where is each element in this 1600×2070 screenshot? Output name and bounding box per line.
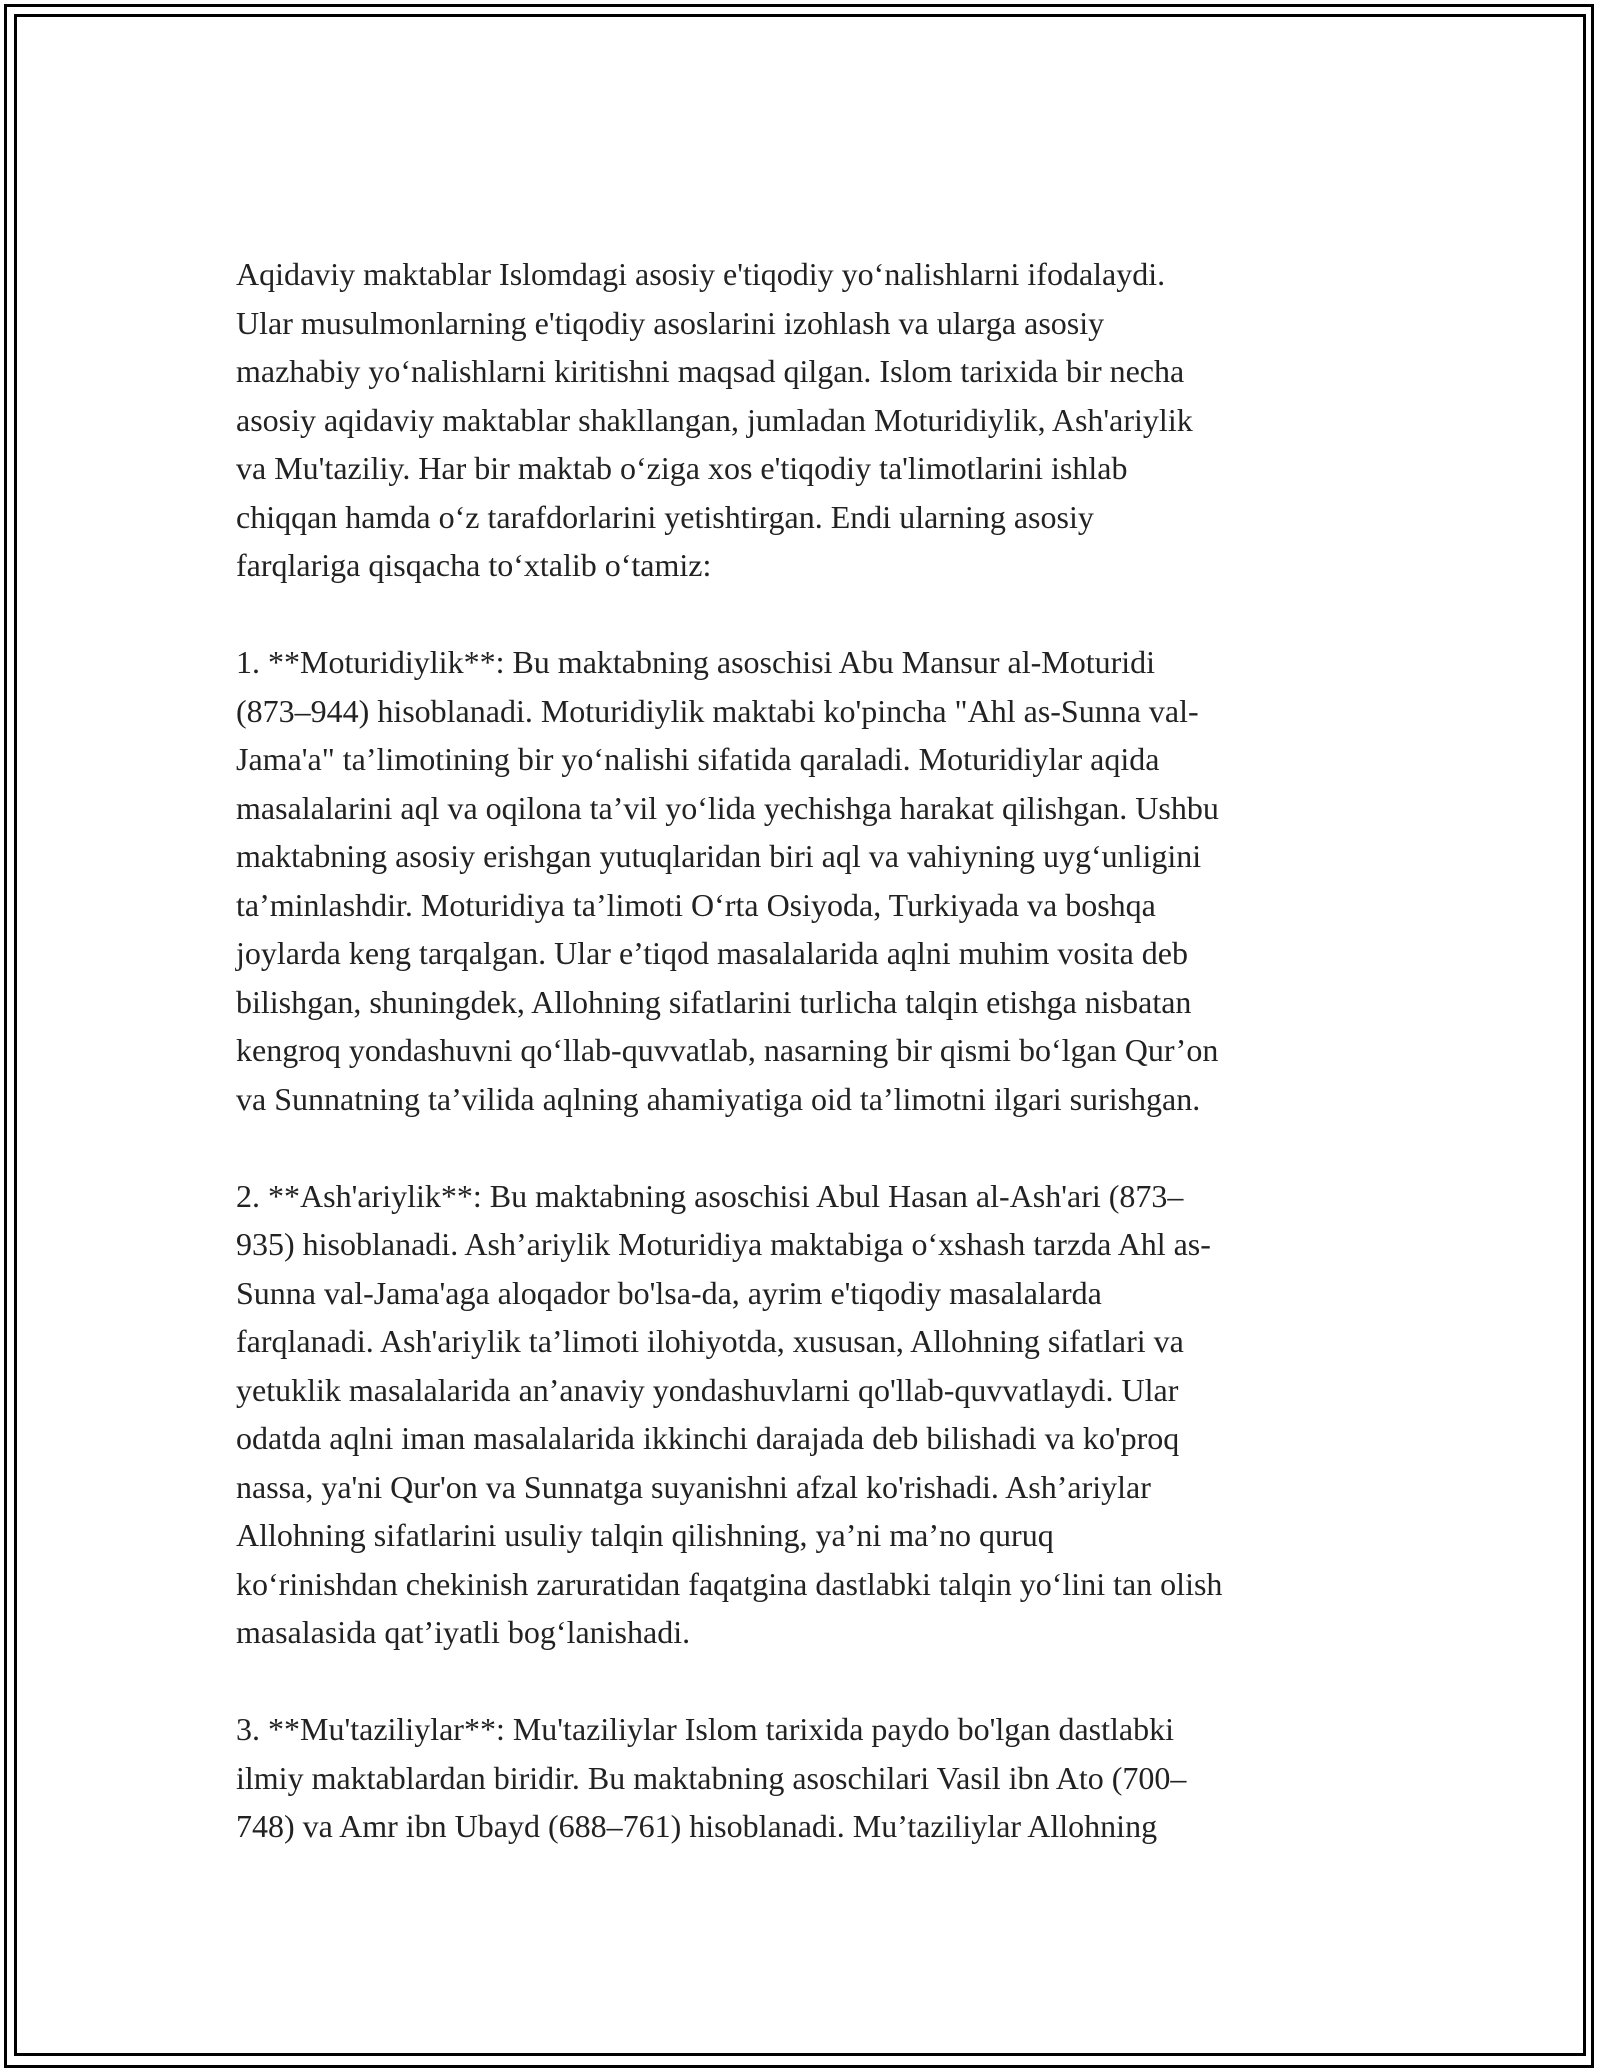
paragraph-1 (236, 250, 1386, 590)
text-line: yetuklik masalalarida an’anaviy yondashuvlarni qo'llab-quvvatlaydi. Ular (236, 1371, 1179, 1408)
text-line: maktabning asosiy erishgan yutuqlaridan biri aql va vahiyning uyg‘unligini (236, 838, 1202, 874)
text-line: nassa, ya'ni Qur'on va Sunnatga suyanishni afzal ko'rishadi. Ash’ariylar (236, 1468, 1151, 1505)
paragraph-3 (236, 1172, 1386, 1657)
text-line: Aqidaviy maktablar Islomdagi asosiy e'tiqodiy yo‘nalishlarni ifodalaydi. (236, 256, 1166, 292)
text-line: asosiy aqidaviy maktablar shakllangan, jumladan Moturidiylik, Ash'ariylik (236, 401, 1193, 438)
text-line: Jama'a" ta’limotining bir yo‘nalishi sifatida qaraladi. Moturidiylar aqida (236, 741, 1160, 777)
text-line: ko‘rinishdan chekinish zaruratidan faqatgina dastlabki talqin yo‘lini tan olish (236, 1565, 1223, 1602)
text-line: ta’minlashdir. Moturidiya ta’limoti O‘rta Osiyoda, Turkiyada va boshqa (236, 886, 1156, 923)
text-line: masalasida qat’iyatli bog‘lanishadi. (236, 1614, 691, 1650)
text-line: (873–944) hisoblanadi. Moturidiylik maktabi ko'pincha "Ahl as-Sunna val- (236, 692, 1199, 729)
text-line: chiqqan hamda o‘z tarafdorlarini yetishtirgan. Endi ularning asosiy (236, 498, 1094, 535)
text-line: masalalarini aql va oqilona ta’vil yo‘lida yechishga harakat qilishgan. Ushbu (236, 789, 1219, 826)
text-line: bilishgan, shuningdek, Allohning sifatlarini turlicha talqin etishga nisbatan (236, 983, 1192, 1020)
text-line: mazhabiy yo‘nalishlarni kiritishni maqsad qilgan. Islom tarixida bir necha (236, 353, 1185, 389)
text-line: 3. **Mu'taziliylar**: Mu'taziliylar Islom tarixida paydo bo'lgan dastlabki (236, 1711, 1174, 1747)
text-line: odatda aqlni iman masalalarida ikkinchi darajada deb bilishadi va ko'proq (236, 1420, 1180, 1456)
text-line: kengroq yondashuvni qo‘llab-quvvatlab, nasarning bir qismi bo‘lgan Qur’on (236, 1032, 1219, 1068)
paragraph-2 (236, 638, 1386, 1123)
text-line: va Mu'taziliy. Har bir maktab o‘ziga xos e'tiqodiy ta'limotlarini ishlab (236, 450, 1128, 486)
text-line: farqlanadi. Ash'ariylik ta’limoti ilohiyotda, xususan, Allohning sifatlari va (236, 1323, 1184, 1359)
text-line: 1. **Moturidiylik**: Bu maktabning asoschisi Abu Mansur al-Moturidi (236, 644, 1156, 680)
document-body (236, 250, 1386, 1899)
text-line: Sunna val-Jama'aga aloqador bo'lsa-da, ayrim e'tiqodiy masalalarda (236, 1274, 1102, 1311)
text-line: Allohning sifatlarini usuliy talqin qilishning, ya’ni ma’no quruq (236, 1517, 1054, 1553)
text-line: 748) va Amr ibn Ubayd (688–761) hisoblanadi. Mu’taziliylar Allohning (236, 1808, 1158, 1844)
text-line: ilmiy maktablardan biridir. Bu maktabning asoschilari Vasil ibn Ato (700– (236, 1759, 1187, 1796)
paragraph-4 (236, 1705, 1386, 1851)
text-line: 2. **Ash'ariylik**: Bu maktabning asoschisi Abul Hasan al-Ash'ari (873– (236, 1177, 1184, 1214)
text-line: va Sunnatning ta’vilida aqlning ahamiyatiga oid ta’limotni ilgari surishgan. (236, 1080, 1201, 1117)
text-line: farqlariga qisqacha to‘xtalib o‘tamiz: (236, 547, 712, 583)
text-line: 935) hisoblanadi. Ash’ariylik Moturidiya maktabiga o‘xshash tarzda Ahl as- (236, 1226, 1211, 1262)
text-line: joylarda keng tarqalgan. Ular e’tiqod masalalarida aqlni muhim vosita deb (236, 935, 1188, 971)
text-line: Ular musulmonlarning e'tiqodiy asoslarini izohlash va ularga asosiy (236, 304, 1105, 341)
